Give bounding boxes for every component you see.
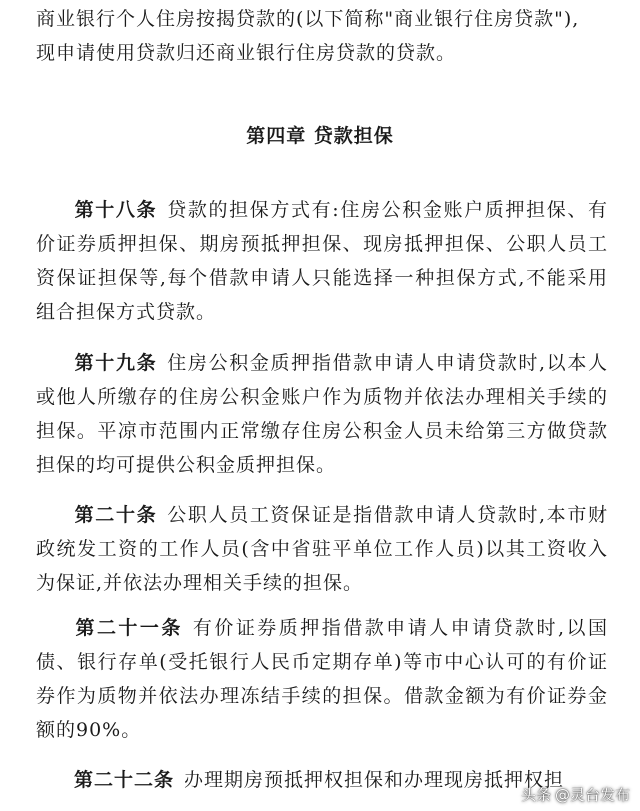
- article-number: 第十九条: [74, 352, 158, 374]
- article-number: 第十八条: [74, 199, 158, 221]
- watermark-prefix: 头条: [520, 786, 551, 804]
- article-text: 公职人员工资保证是指借款申请人贷款时,本市财政统发工资的工作人员(含中省驻平单位工作人员)以其工资收入为保证,并依法办理相关手续的担保。: [36, 504, 608, 594]
- intro-line-1: 商业银行个人住房按揭贷款的(以下简称"商业银行住房贷款"),: [36, 8, 580, 30]
- article-number: 第二十二条: [74, 769, 175, 791]
- article-18: [36, 193, 608, 329]
- article-20: [36, 498, 608, 600]
- article-text: 住房公积金质押指借款申请人申请贷款时,以本人或他人所缴存的住房公积金账户作为质物并依法办理相关手续的担保。平凉市范围内正常缴存住房公积金人员未给第三方做贷款担保的均可提供公积金质押担保。: [36, 352, 608, 476]
- intro-paragraph: [36, 2, 608, 70]
- article-text: 贷款的担保方式有:住房公积金账户质押担保、有价证券质押担保、期房预抵押担保、现房抵押担保、公职人员工资保证担保等,每个借款申请人只能选择一种担保方式,不能采用组合担保方式贷款。: [36, 199, 608, 323]
- article-19: [36, 346, 608, 482]
- chapter-title: 第四章 贷款担保: [246, 125, 394, 147]
- article-number: 第二十条: [74, 504, 158, 526]
- intro-line-2: 现申请使用贷款归还商业银行住房贷款的贷款。: [36, 42, 457, 64]
- watermark-handle: @灵台发布: [554, 786, 630, 804]
- article-number: 第二十一条: [74, 617, 183, 639]
- watermark: [521, 784, 630, 805]
- article-text: 办理期房预抵押权担保和办理现房抵押权担: [184, 769, 565, 791]
- article-21: [36, 611, 608, 747]
- article-text: 有价证券质押指借款申请人申请贷款时,以国债、银行存单(受托银行人民币定期存单)等市中心认可的有价证券作为质物并依法办理冻结手续的担保。借款金额为有价证券金额的90%。: [36, 617, 608, 741]
